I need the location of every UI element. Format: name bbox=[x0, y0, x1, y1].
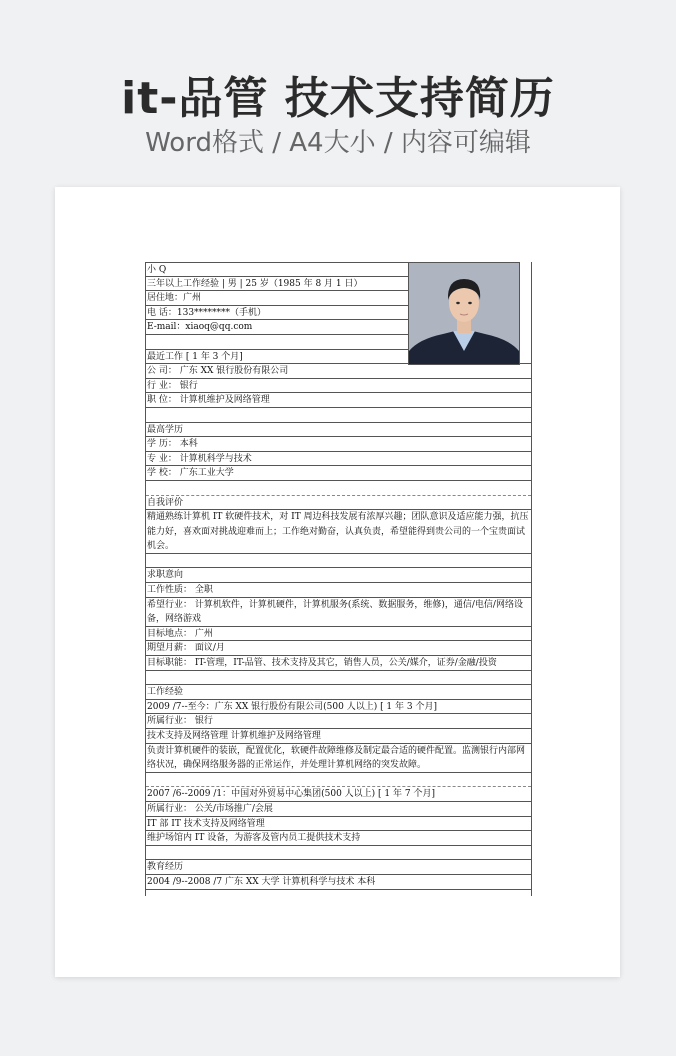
resume-phone: 电 话：133********（手机） bbox=[146, 306, 409, 321]
recent-position: 职 位： 计算机维护及网络管理 bbox=[146, 393, 531, 408]
education-title: 最高学历 bbox=[146, 423, 531, 438]
education-major: 专 业： 计算机科学与技术 bbox=[146, 452, 531, 467]
work2-role: IT 部 IT 技术支持及网络管理 bbox=[146, 817, 531, 832]
dashed-separator bbox=[146, 773, 531, 788]
intent-role: 目标职能： IT-管理，IT-品管、技术支持及其它，销售人员，公关/媒介，证券/金融/投资 bbox=[146, 656, 531, 671]
work2-industry: 所属行业： 公关/市场推广/会展 bbox=[146, 802, 531, 817]
education-degree: 学 历： 本科 bbox=[146, 437, 531, 452]
person-portrait-icon bbox=[409, 263, 519, 364]
work1-desc: 负责计算机硬件的装嵌，配置优化，软硬件故障维修及制定最合适的硬件配置。监测银行内部网络状况，确保网络服务器的正常运作，并处理计算机网络的突发故障。 bbox=[146, 744, 531, 773]
work-title: 工作经验 bbox=[146, 685, 531, 700]
work1-role: 技术支持及网络管理 计算机维护及网络管理 bbox=[146, 729, 531, 744]
intent-salary: 期望月薪： 面议/月 bbox=[146, 641, 531, 656]
blank-row bbox=[146, 671, 531, 686]
blank-row bbox=[146, 408, 531, 423]
edu-exp-item: 2004 /9--2008 /7 广东 XX 大学 计算机科学与技术 本科 bbox=[146, 875, 531, 890]
resume-name: 小 Q bbox=[146, 262, 409, 277]
recent-industry: 行 业： 银行 bbox=[146, 379, 531, 394]
page-title: it-品管 技术支持简历 bbox=[121, 73, 555, 124]
work1-header: 2009 /7--至今：广东 XX 银行股份有限公司(500 人以上) [ 1 年 3 个月] bbox=[146, 700, 531, 715]
intent-location: 目标地点： 广州 bbox=[146, 627, 531, 642]
education-school: 学 校： 广东工业大学 bbox=[146, 466, 531, 481]
resume-basic-info: 三年以上工作经验 | 男 | 25 岁（1985 年 8 月 1 日） bbox=[146, 277, 409, 292]
profile-photo bbox=[408, 262, 520, 365]
work2-header: 2007 /6--2009 /1：中国对外贸易中心集团(500 人以上) [ 1 年 7 个月] bbox=[146, 787, 531, 802]
resume-residence: 居住地：广州 bbox=[146, 291, 409, 306]
dashed-separator bbox=[146, 481, 531, 496]
intent-industry: 希望行业： 计算机软件，计算机硬件，计算机服务(系统、数据服务，维修)，通信/电信/网络设备，网络游戏 bbox=[146, 598, 531, 627]
work1-industry: 所属行业： 银行 bbox=[146, 714, 531, 729]
page-subtitle: Word格式 / A4大小 / 内容可编辑 bbox=[145, 128, 531, 158]
blank-row bbox=[146, 554, 531, 569]
resume-table bbox=[145, 262, 532, 896]
resume-email: E-mail：xiaoq@qq.com bbox=[146, 320, 409, 335]
intent-type: 工作性质： 全职 bbox=[146, 583, 531, 598]
blank-row bbox=[146, 335, 409, 350]
recent-job-title: 最近工作 [ 1 年 3 个月] bbox=[146, 350, 531, 365]
blank-row bbox=[146, 846, 531, 861]
self-eval-text: 精通熟练计算机 IT 软硬件技术，对 IT 周边科技发展有浓厚兴趣；团队意识及适应能力强，抗压能力好，喜欢面对挑战迎难而上；工作绝对勤奋，认真负责，希望能得到贵公司的一个宝贵面试机会。 bbox=[146, 510, 531, 554]
recent-company: 公 司： 广东 XX 银行股份有限公司 bbox=[146, 364, 531, 379]
self-eval-title: 自我评价 bbox=[146, 496, 531, 511]
work2-desc: 维护场馆内 IT 设备，为游客及管内员工提供技术支持 bbox=[146, 831, 531, 846]
intent-title: 求职意向 bbox=[146, 568, 531, 583]
edu-exp-title: 教育经历 bbox=[146, 860, 531, 875]
